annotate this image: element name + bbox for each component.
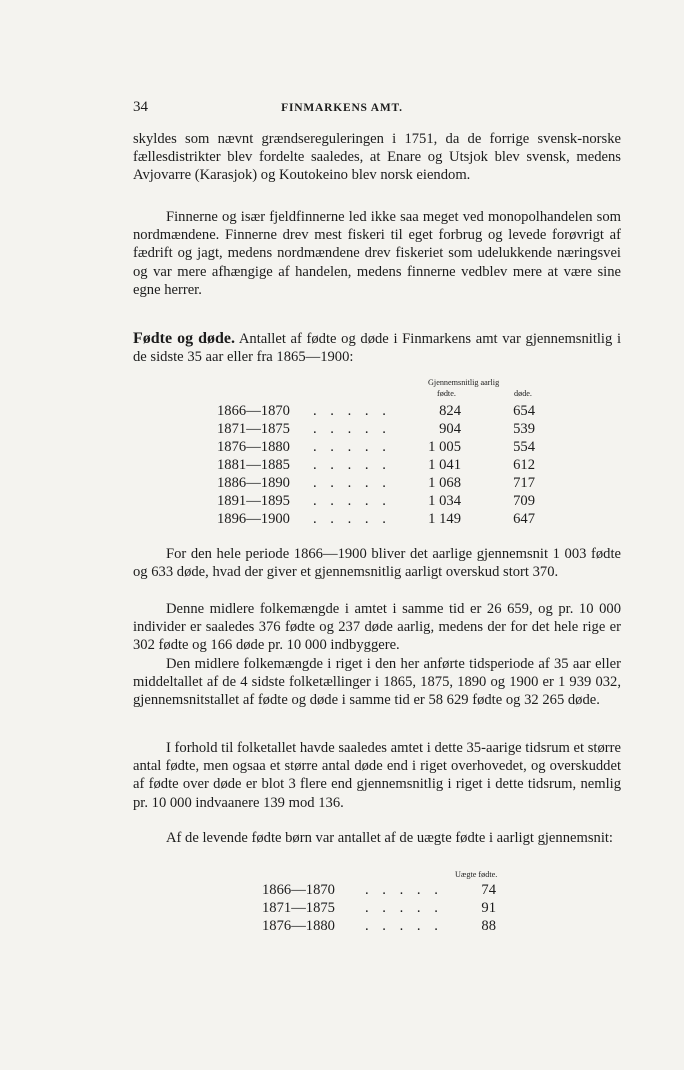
table1-row [217,438,547,456]
table1-header-dead: døde. [514,389,532,398]
paragraph-3-text: Antallet af fødte og døde i Finmarkens amt var gjennemsnitlig i de sidste 35 aar eller fra 1865—1900: [133,331,621,366]
period-cell: 1886—1890 [217,475,290,491]
illegitimate-count-cell: 91 [481,900,496,916]
paragraph-8: Af de levende fødte børn var antallet af de uægte fødte i aarligt gjennemsnit: [166,830,613,846]
leader-dots: . . . . . [313,511,391,527]
paragraph-3 [133,330,621,366]
born-cell: 1 005 [428,439,461,455]
dead-cell: 612 [513,457,535,473]
born-cell: 1 068 [428,475,461,491]
table2-row [262,917,498,935]
table2-header: Uægte fødte. [455,870,498,879]
paragraph-1: skyldes som nævnt grændsereguleringen i 1751, da de forrige svensk-norske fællesdistrikter blev fordelte saaledes, at Enare og Utsjok blev svensk, medens Avjovarre (Karasjok) og Koutokeino blev norsk eiendom. [133,131,621,184]
paragraph-7: I forhold til folketallet havde saaledes amtet i dette 35-aarige tidsrum et større antal fødte, men ogsaa et større antal døde end i riget overhovedet, og overskuddet af fødte over døde er blot 3 flere end gjennemsnitlig i riget i dette tidsrum, nemlig pr. 10 000 indvaanere 139 mod 136. [133,740,621,811]
running-title: FINMARKENS AMT. [281,102,403,114]
dead-cell: 654 [513,403,535,419]
table1-row [217,456,547,474]
table2-row [262,881,498,899]
born-cell: 1 034 [428,493,461,509]
period-cell: 1881—1885 [217,457,290,473]
period-cell: 1876—1880 [262,918,335,934]
leader-dots: . . . . . [365,918,443,934]
born-cell: 824 [439,403,461,419]
leader-dots: . . . . . [313,421,391,437]
leader-dots: . . . . . [313,493,391,509]
period-cell: 1871—1875 [217,421,290,437]
illegitimate-count-cell: 74 [481,882,496,898]
paragraph-2: Finnerne og især fjeldfinnerne led ikke saa meget ved monopolhandelen som nordmændene. Finnerne drev mest fiskeri til eget forbrug og levede forøvrigt af fædrift og jagt, medens nordmændene drev fiskeriet som udelukkende næringsvei og var mere afhængige af handelen, medens finnerne vedblev mere at være sine egne herrer. [133,209,621,298]
period-cell: 1866—1870 [262,882,335,898]
period-cell: 1866—1870 [217,403,290,419]
illegitimate-count-cell: 88 [481,918,496,934]
dead-cell: 647 [513,511,535,527]
paragraph-6: Den midlere folkemængde i riget i den her anførte tidsperiode af 35 aar eller middeltallet af de 4 sidste folketællinger i 1865, 1875, 1890 og 1900 er 1 939 032, gjennemsnitstallet af fødte og døde i samme tid er 58 629 fødte og 32 265 døde. [133,656,621,709]
table1-row [217,492,547,510]
period-cell: 1896—1900 [217,511,290,527]
dead-cell: 709 [513,493,535,509]
section-heading: Fødte og døde. [133,330,236,347]
born-cell: 1 041 [428,457,461,473]
dead-cell: 717 [513,475,535,491]
leader-dots: . . . . . [365,882,443,898]
period-cell: 1891—1895 [217,493,290,509]
table2-row [262,899,498,917]
leader-dots: . . . . . [313,403,391,419]
table1-header-born: fødte. [437,389,456,398]
born-cell: 1 149 [428,511,461,527]
dead-cell: 554 [513,439,535,455]
page-number: 34 [133,99,148,115]
paragraph-5: Denne midlere folkemængde i amtet i samme tid er 26 659, og pr. 10 000 individer er saaledes 376 fødte og 237 døde aarlig, medens der for det hele rige er 302 fødte og 166 døde pr. 10 000 indbyggere. [133,601,621,654]
paragraph-4: For den hele periode 1866—1900 bliver det aarlige gjennemsnit 1 003 fødte og 633 døde, hvad der giver et gjennemsnitlig aarligt overskud stort 370. [133,546,621,581]
table1-row [217,510,547,528]
table1-header-average: Gjennemsnitlig aarlig [428,378,500,387]
born-cell: 904 [439,421,461,437]
period-cell: 1876—1880 [217,439,290,455]
leader-dots: . . . . . [313,439,391,455]
period-cell: 1871—1875 [262,900,335,916]
table1-row [217,402,547,420]
leader-dots: . . . . . [365,900,443,916]
table1-row [217,420,547,438]
leader-dots: . . . . . [313,475,391,491]
dead-cell: 539 [513,421,535,437]
table1-row [217,474,547,492]
leader-dots: . . . . . [313,457,391,473]
